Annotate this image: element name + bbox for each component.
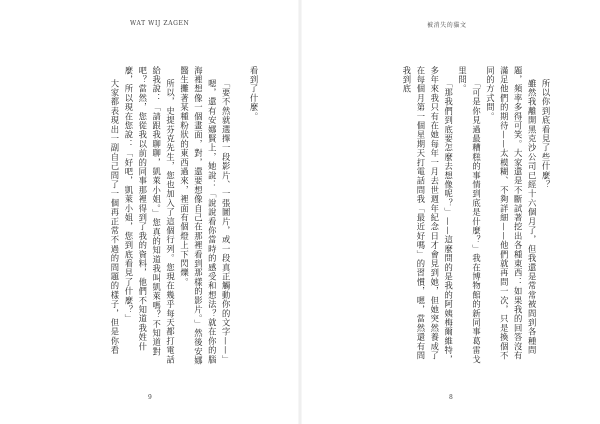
left-page-number: 9 xyxy=(148,394,152,401)
right-running-head: 被消失的貓文 xyxy=(427,22,467,29)
left-running-head: WAT WIJ ZAGEN xyxy=(130,20,190,27)
paragraph: 雖然我離開黑克沙公司已經十六個月了，但我還是常常被問到各種問題，頻率多得可笑。大家還是不斷試著挖出各種東西：如果我的回答沒有滿足他們的期待——太模糊、不夠詳細——他們就再問一次，只是換個不同的方式問。 xyxy=(485,66,538,361)
paragraph: 所以，史提芬克先生，您也加入了這個行列。您現在幾乎每天都打電話給我說：「請跟我聊聊，凱萊小姐。」您真的知道我叫凱萊嗎？不知道對吧？當然，您從我以前的同事那裡得到了我的資料，他們不知道我姓什麼，所以現在您說：「好吧，凱萊小姐，您到底看見了什麼？」 xyxy=(123,66,176,365)
right-page xyxy=(300,0,600,424)
right-page-body xyxy=(366,66,552,366)
paragraph: 看到了什麼。 xyxy=(249,66,259,122)
paragraph: 「要不然就選擇一段影片、一張圖片，或一段真正觸動你的文字——」 xyxy=(221,79,232,365)
blank-line xyxy=(232,66,246,366)
paragraph: 「可是你見過最糟糕的事情到底是什麼？」我在博物館的新同事葛雷戈里問。 xyxy=(457,66,482,365)
paragraph: 嗯，還有安娜賢上，她說：「說說看你當時的感受和想法？就在你的腦海裡想像一個畫面，對，還要想像自己在那裡看到那樣的影片。」然後安娜醫生攤著某種粉狀的東西過來，裡面有個燈上下閃爍。 xyxy=(179,66,218,366)
paragraph: 所以你到底看見了些什麼？ xyxy=(541,79,551,190)
left-page-body xyxy=(45,66,260,366)
paragraph: 「那我們到底要怎麼去想像呢？」——這麼問的是我的阿姨梅爾維特，多年來我只有在她每年一月去世週年紀念日才會見到她，但她突然養成了在每個月第一個星期天打電話問我「最近好嗎」的習慣，嗯，當然還有問我到底 xyxy=(401,66,454,365)
right-page-number: 8 xyxy=(449,394,453,401)
paragraph: 大家都表現出一副自己問了一個再正常不過的問題的樣子，但是你看 xyxy=(109,79,120,356)
